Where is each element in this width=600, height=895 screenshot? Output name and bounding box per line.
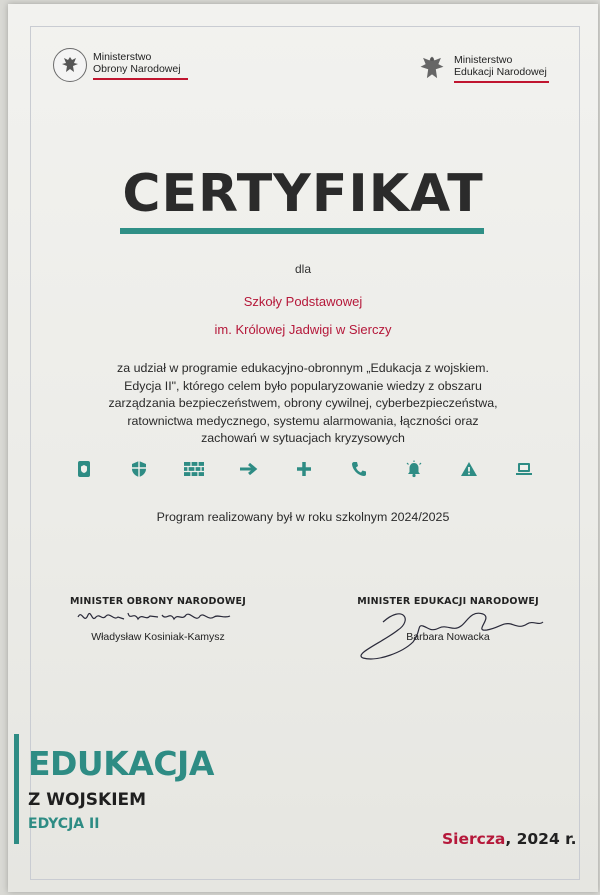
signature-title: MINISTER OBRONY NARODOWEJ: [70, 596, 246, 607]
brand-edition: EDYCJA II: [28, 816, 100, 832]
signature-mon: [58, 607, 258, 631]
men-logo-line2: Edukacji Narodowej: [454, 65, 547, 78]
laptop-icon: [514, 459, 534, 479]
phone-icon: [349, 459, 369, 479]
eagle-emblem-icon: [53, 48, 87, 82]
brand-subtitle: Z WOJSKIEM: [28, 790, 147, 810]
school-name-line2: im. Królowej Jadwigi w Sierczy: [214, 322, 392, 337]
plus-icon: [294, 459, 314, 479]
signature-name: Władysław Kosiniak-Kamysz: [91, 631, 225, 643]
alarm-bell-icon: [404, 459, 424, 479]
mon-logo: [53, 48, 188, 82]
title-underline: [120, 228, 484, 234]
brick-wall-icon: [184, 459, 204, 479]
signature-men: [343, 607, 553, 631]
mon-logo-line2: Obrony Narodowej: [93, 62, 181, 75]
warning-triangle-icon: [459, 459, 479, 479]
certificate-page: [8, 4, 598, 892]
signature-block-mon: [58, 596, 258, 643]
eagle-emblem-icon: [416, 52, 448, 84]
certificate-body: za udział w programie edukacyjno-obronnym „Edukacja z wojskiem. Edycja II", którego celem było popularyzowanie wiedzy z obszaru zarządzania bezpieczeństwem, obrony cywilnej, cyberbezpieczeństwa, ratownictwa medycznego, systemu alarmowania, łączności oraz zachowań w sytuacjach kryzysowych: [108, 361, 498, 445]
school-name-line1: Szkoły Podstawowej: [243, 294, 363, 309]
mon-logo-line1: Ministerstwo: [93, 50, 152, 63]
date-text: , 2024 r.: [505, 830, 577, 848]
document-shield-icon: [74, 459, 94, 479]
signature-block-men: [343, 596, 553, 643]
arrow-right-icon: [239, 459, 259, 479]
shield-icon: [129, 459, 149, 479]
for-label: dla: [294, 262, 311, 276]
place-name: Siercza: [442, 830, 506, 848]
men-logo-underline: [454, 81, 549, 83]
men-logo-line1: Ministerstwo: [454, 53, 513, 66]
men-logo: [416, 52, 549, 84]
program-year: Program realizowany był w roku szkolnym 2024/2025: [156, 510, 450, 524]
brand-title: EDUKACJA: [28, 744, 214, 783]
signature-name: Barbara Nowacka: [406, 631, 490, 643]
certificate-title: CERTYFIKAT: [122, 164, 484, 224]
signature-title: MINISTER EDUKACJI NARODOWEJ: [357, 596, 539, 607]
mon-logo-underline: [93, 78, 188, 80]
topic-icons-row: [74, 459, 534, 479]
brand-accent-bar: [14, 734, 19, 844]
place-date: [442, 830, 576, 848]
